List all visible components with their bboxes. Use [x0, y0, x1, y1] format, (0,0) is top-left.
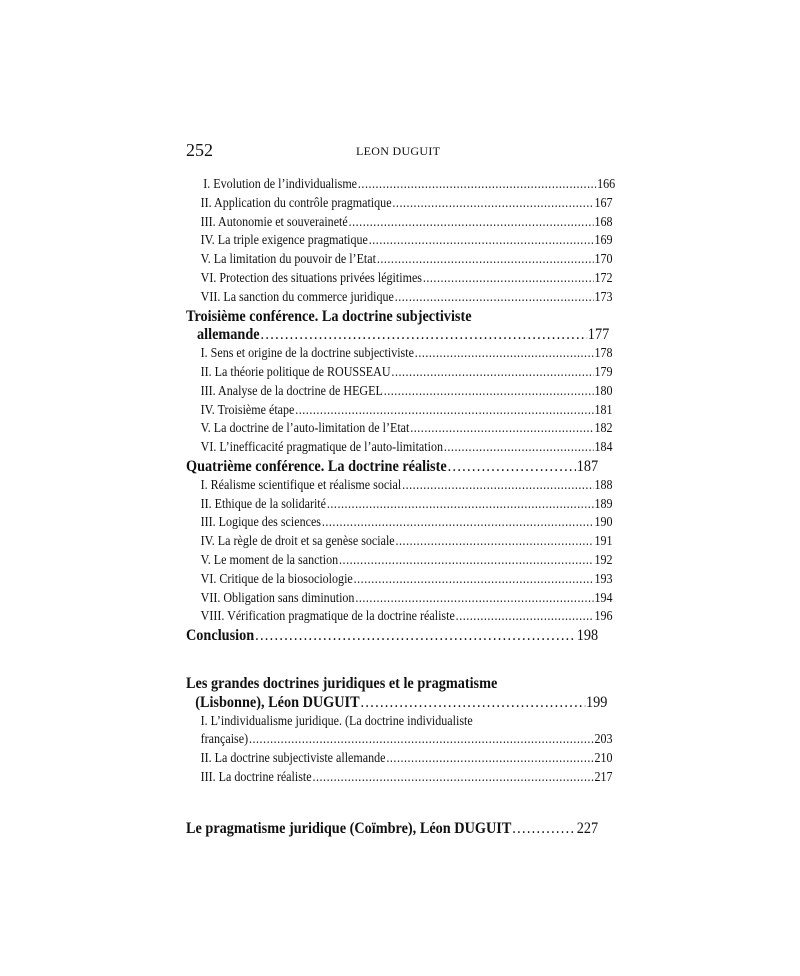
toc-entry-page: 189: [594, 496, 613, 512]
running-title: LEON DUGUIT: [356, 144, 441, 158]
toc-entry: [186, 571, 613, 590]
toc-entry: [186, 195, 613, 214]
toc-chapter-page: 199: [585, 693, 608, 711]
toc-entry-label: III. La doctrine réaliste: [200, 769, 312, 785]
toc-chapter-heading: [186, 326, 609, 345]
dot-leader: [327, 496, 594, 515]
toc-entry-page: 178: [594, 346, 613, 362]
toc-entry: [186, 270, 613, 289]
toc-entry-label: I. Sens et origine de la doctrine subjectiviste: [200, 346, 414, 362]
dot-leader: [415, 345, 594, 364]
toc-entry: [186, 608, 613, 627]
dot-leader: [312, 769, 593, 788]
toc-entry: [186, 750, 613, 769]
dot-leader: [249, 731, 594, 750]
toc-entry-label: II. La théorie politique de ROUSSEAU: [200, 364, 391, 380]
toc-chapter-heading: [186, 820, 598, 839]
toc-chapter-title: Troisième conférence. La doctrine subjectiviste: [186, 307, 472, 325]
toc-chapter-title: (Lisbonne), Léon DUGUIT: [195, 693, 360, 711]
toc-entry-page: 172: [594, 270, 613, 286]
toc-entry-label: III. Logique des sciences: [200, 515, 321, 531]
toc-entry-label: I. Réalisme scientifique et réalisme social: [200, 477, 402, 493]
dot-leader: [456, 608, 594, 627]
toc-entry-page: 166: [597, 177, 616, 192]
toc-entry: [186, 590, 613, 609]
dot-leader: [395, 289, 594, 308]
toc-chapter-title: Quatrième conférence. La doctrine réaliste: [186, 457, 447, 475]
toc-entry: [186, 533, 613, 552]
toc-entry-page: 184: [594, 440, 613, 456]
toc-entry-page: 194: [594, 590, 613, 606]
dot-leader: [386, 750, 593, 769]
toc-entry-label: VII. La sanction du commerce juridique: [200, 289, 394, 305]
toc-entry: [186, 552, 613, 571]
toc-entry: [186, 289, 613, 308]
toc-entry-label: II. Application du contrôle pragmatique: [200, 195, 392, 211]
dot-leader: [354, 571, 594, 590]
toc-chapter-heading: [186, 458, 598, 477]
toc-entry: [186, 251, 613, 270]
toc-entry-page: 179: [594, 364, 613, 380]
toc-entry: [186, 420, 613, 439]
toc-entry-label: V. La doctrine de l’auto-limitation de l’Etat: [200, 421, 410, 437]
toc-entry: [186, 769, 613, 788]
toc-entry-label: III. Analyse de la doctrine de HEGEL: [200, 383, 383, 399]
table-of-contents: [186, 176, 616, 839]
toc-chapter-title: Les grandes doctrines juridiques et le pragmatisme: [186, 674, 498, 692]
toc-entry-page: 170: [594, 252, 613, 268]
toc-entry: [186, 713, 613, 732]
toc-chapter-page: 198: [576, 627, 599, 645]
dot-leader: [410, 420, 593, 439]
dot-leader: [512, 820, 576, 839]
toc-chapter-page: 227: [576, 819, 599, 837]
toc-entry-page: 188: [594, 477, 613, 493]
toc-entry-label: VII. Obligation sans diminution: [200, 590, 355, 606]
toc-chapter-heading: [186, 694, 607, 713]
toc-entry-page: 167: [594, 195, 613, 211]
dot-leader: [355, 590, 593, 609]
toc-entry-label: VI. L’inefficacité pragmatique de l’auto-limitation: [200, 440, 444, 456]
toc-entry-label: VI. Critique de la biosociologie: [200, 571, 353, 587]
dot-leader: [369, 232, 594, 251]
toc-entry-page: 217: [594, 769, 613, 785]
dot-leader: [349, 214, 594, 233]
dot-leader: [384, 383, 594, 402]
toc-chapter-heading: [186, 675, 598, 694]
dot-leader: [295, 402, 593, 421]
toc-entry-page: 168: [594, 214, 613, 230]
toc-entry-page: 169: [594, 233, 613, 249]
toc-entry-page: 196: [594, 609, 613, 625]
dot-leader: [361, 694, 586, 713]
page-header: [186, 140, 598, 162]
toc-entry-label: IV. La règle de droit et sa genèse sociale: [200, 534, 395, 550]
toc-entry-label: III. Autonomie et souveraineté: [200, 214, 348, 230]
toc-entry-label: VIII. Vérification pragmatique de la doctrine réaliste: [200, 609, 455, 625]
toc-entry-page: 192: [594, 552, 613, 568]
toc-chapter-heading: [186, 627, 598, 646]
dot-leader: [322, 514, 594, 533]
page-number: 252: [186, 140, 213, 160]
toc-chapter-title: Conclusion: [186, 627, 255, 645]
dot-leader: [444, 439, 594, 458]
toc-chapter-page: 177: [587, 326, 610, 344]
toc-entry-page: 191: [594, 534, 613, 550]
dot-leader: [391, 364, 593, 383]
toc-entry: [186, 345, 613, 364]
toc-entry-page: 173: [594, 289, 613, 305]
toc-entry-label: V. Le moment de la sanction: [200, 552, 339, 568]
toc-entry-page: 180: [594, 383, 613, 399]
toc-entry-label: IV. La triple exigence pragmatique: [200, 233, 368, 249]
toc-entry: [186, 514, 613, 533]
toc-entry-page: 193: [594, 571, 613, 587]
toc-entry-label: I. Evolution de l’individualisme: [203, 177, 358, 192]
dot-leader: [339, 552, 594, 571]
dot-leader: [395, 533, 593, 552]
toc-chapter-heading: [186, 308, 598, 327]
dot-leader: [358, 176, 596, 195]
toc-entry: [186, 439, 613, 458]
toc-entry: [186, 731, 613, 750]
dot-leader: [261, 326, 587, 345]
toc-entry: [186, 176, 615, 195]
toc-entry-page: 182: [594, 421, 613, 437]
toc-entry: [186, 383, 613, 402]
toc-entry-label: II. Ethique de la solidarité: [200, 496, 327, 512]
toc-entry-page: 190: [594, 515, 613, 531]
dot-leader: [377, 251, 594, 270]
toc-entry-label: IV. Troisième étape: [200, 402, 295, 418]
dot-leader: [448, 458, 576, 477]
toc-entry: [186, 402, 613, 421]
toc-entry-label: française): [200, 732, 249, 748]
toc-entry-label: I. L’individualisme juridique. (La doctrine individualiste: [200, 713, 473, 729]
toc-entry-page: 203: [594, 732, 613, 748]
section-spacer: [186, 788, 598, 820]
toc-entry-label: V. La limitation du pouvoir de l’Etat: [200, 252, 376, 268]
toc-entry-label: II. La doctrine subjectiviste allemande: [200, 751, 386, 767]
dot-leader: [402, 477, 594, 496]
dot-leader: [423, 270, 594, 289]
toc-entry: [186, 232, 613, 251]
toc-chapter-title: allemande: [197, 326, 260, 344]
toc-entry-label: VI. Protection des situations privées légitimes: [200, 270, 422, 286]
toc-chapter-page: 187: [576, 457, 599, 475]
toc-chapter-title: Le pragmatisme juridique (Coïmbre), Léon DUGUIT: [186, 819, 512, 837]
section-spacer: [186, 646, 598, 675]
toc-entry: [186, 364, 613, 383]
toc-entry: [186, 496, 613, 515]
toc-entry-page: 210: [594, 751, 613, 767]
dot-leader: [255, 627, 576, 646]
toc-entry: [186, 214, 613, 233]
dot-leader: [392, 195, 593, 214]
toc-entry: [186, 477, 613, 496]
toc-entry-page: 181: [594, 402, 613, 418]
